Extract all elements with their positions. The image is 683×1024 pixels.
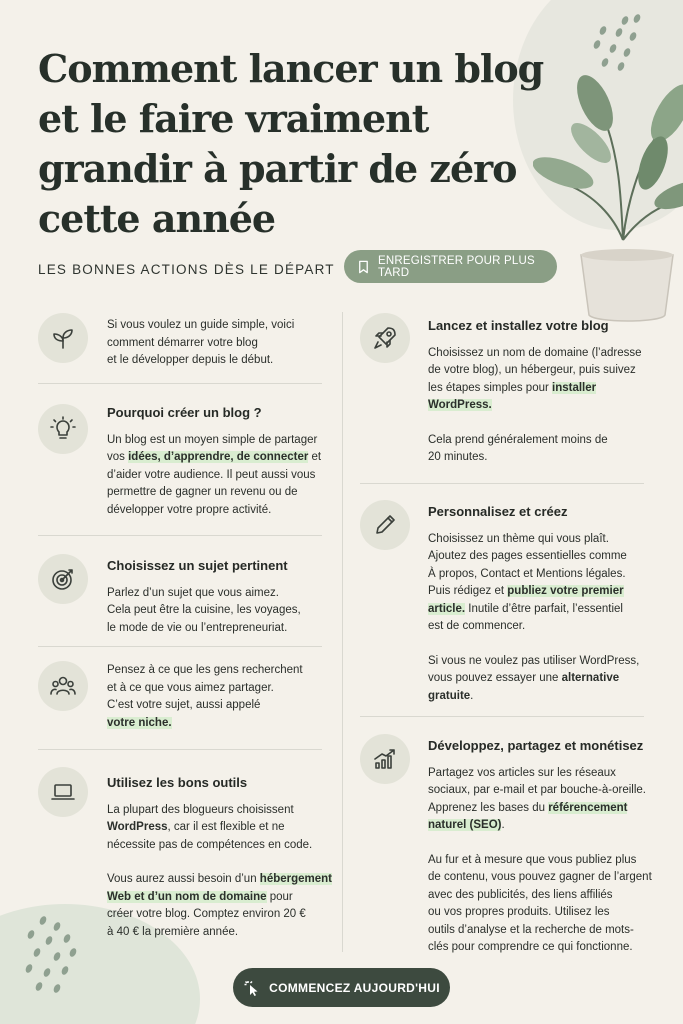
growth-chart-icon-badge: [360, 734, 410, 784]
pencil-icon-badge: [360, 500, 410, 550]
highlight: Web et d’un nom de domaine: [107, 890, 267, 903]
niche-line: C’est votre sujet, aussi appelé: [107, 699, 261, 711]
grow-line: avec des publicités, des liens affiliés: [428, 888, 613, 901]
grow-line: ou vos propres produits. Utilisez les: [428, 906, 610, 918]
tools-block: [107, 774, 332, 941]
customize-block: [428, 503, 639, 705]
customize-line: [428, 583, 639, 601]
launch-line: [428, 397, 642, 415]
lightbulb-icon-badge: [38, 404, 88, 454]
save-for-later-label: ENREGISTRER POUR PLUS TARD: [377, 254, 535, 279]
intro-block: [107, 317, 294, 370]
growth-chart-icon: [371, 745, 399, 773]
text: Apprenez les bases du: [428, 801, 549, 814]
grow-line: [428, 800, 652, 818]
grow-line: [428, 817, 652, 835]
highlight: installer: [552, 381, 597, 394]
text: .: [501, 819, 505, 831]
grow-paragraph: [428, 852, 652, 957]
highlight: naturel (SEO): [428, 819, 502, 831]
why-line: [107, 449, 321, 467]
launch-line: Cela prend généralement moins de: [428, 433, 608, 446]
bold-text: alternative: [561, 672, 620, 684]
why-blog-heading: Pourquoi créer un blog ?: [107, 405, 262, 420]
column-divider: [342, 312, 343, 952]
divider: [38, 749, 322, 750]
text: et: [308, 451, 322, 463]
target-icon: [49, 565, 77, 593]
highlight: idées, d’apprendre, de connecter: [128, 451, 309, 463]
launch-paragraph: [428, 432, 642, 467]
tools-line: [107, 819, 332, 837]
niche-line: et à ce que vous aimez partager.: [107, 681, 274, 694]
launch-line: Choisissez un nom de domaine (l’adresse: [428, 346, 642, 359]
why-line: développer votre propre activité.: [107, 503, 272, 516]
tools-line: [107, 871, 332, 889]
grow-line: de contenu, vous pouvez gagner de l’argent: [428, 871, 652, 883]
grow-heading: Développez, partagez et monétisez: [428, 738, 644, 753]
divider: [38, 383, 322, 384]
highlight: hébergement: [259, 873, 333, 885]
intro-line: comment démarrer votre blog: [107, 336, 258, 349]
highlight: WordPress.: [428, 399, 492, 411]
grow-line: clés pour comprendre ce qui fonctionne.: [428, 941, 633, 953]
target-icon-badge: [38, 554, 88, 604]
customize-paragraph: [428, 653, 639, 706]
people-icon: [49, 672, 77, 700]
cursor-click-icon: [243, 979, 261, 997]
intro-line: et le développer depuis le début.: [107, 354, 274, 366]
highlight: article.: [428, 602, 466, 615]
text: les étapes simples pour: [428, 381, 553, 394]
divider: [360, 716, 644, 717]
grow-line: sociaux, par e-mail et par bouche-à-oreille.: [428, 784, 646, 796]
tools-paragraph: [107, 802, 332, 855]
customize-line: Si vous ne voulez pas utiliser WordPress,: [428, 654, 640, 667]
launch-line: [428, 380, 642, 398]
text: Puis rédigez et: [428, 585, 508, 597]
text: pour: [266, 890, 293, 903]
page-subtitle: LES BONNES ACTIONS DÈS LE DÉPART: [38, 262, 335, 277]
grow-block: [428, 737, 652, 957]
launch-heading: Lancez et installez votre blog: [428, 318, 609, 333]
pencil-icon: [371, 511, 399, 539]
why-blog-block: [107, 404, 321, 519]
why-line: Un blog est un moyen simple de partager: [107, 433, 318, 446]
highlight: votre niche.: [107, 716, 172, 729]
launch-block: [428, 317, 642, 467]
tools-line: créer votre blog. Comptez environ 20 €: [107, 908, 306, 920]
launch-line: 20 minutes.: [428, 451, 488, 463]
tools-line: La plupart des blogueurs choisissent: [107, 803, 294, 816]
save-for-later-button[interactable]: [344, 250, 557, 283]
topic-block: [107, 557, 301, 637]
grow-paragraph: [428, 765, 652, 835]
text: vos: [107, 451, 129, 463]
customize-heading: Personnalisez et créez: [428, 504, 568, 519]
launch-paragraph: [428, 345, 642, 415]
bold-text: WordPress: [107, 821, 168, 833]
tools-line: à 40 € la première année.: [107, 925, 239, 938]
divider: [38, 646, 322, 647]
bold-text: gratuite: [428, 689, 471, 702]
text: .: [470, 689, 474, 702]
customize-paragraph: [428, 531, 639, 636]
rocket-icon-badge: [360, 313, 410, 363]
text: Vous aurez aussi besoin d’un: [107, 873, 260, 885]
divider: [360, 483, 644, 484]
audience-icon-badge: [38, 661, 88, 711]
grow-line: outils d’analyse et la recherche de mots-: [428, 923, 634, 936]
customize-line: [428, 601, 639, 619]
tools-line: nécessite pas de compétences en code.: [107, 838, 313, 851]
customize-line: [428, 670, 639, 688]
start-today-label: COMMENCEZ AUJOURD'HUI: [269, 980, 440, 995]
tools-paragraph: [107, 871, 332, 941]
grow-line: Au fur et à mesure que vous publiez plus: [428, 853, 637, 866]
topic-line: Parlez d’un sujet que vous aimez.: [107, 586, 279, 599]
why-line: d’aider votre audience. Il peut aussi vous: [107, 468, 316, 481]
laptop-icon-badge: [38, 767, 88, 817]
topic-line: le mode de vie ou l’entrepreneuriat.: [107, 621, 288, 634]
bookmark-icon: [356, 259, 371, 275]
text: vous pouvez essayer une: [428, 672, 562, 684]
sprout-icon-badge: [38, 313, 88, 363]
customize-line: est de commencer.: [428, 620, 526, 632]
lightbulb-icon: [49, 415, 77, 443]
topic-line: Cela peut être la cuisine, les voyages,: [107, 604, 301, 616]
rocket-icon: [371, 324, 399, 352]
text: , car il est flexible et ne: [167, 821, 285, 833]
text: Inutile d’être parfait, l’essentiel: [465, 602, 623, 615]
tools-line: [107, 889, 332, 907]
start-today-button[interactable]: [233, 968, 450, 1007]
intro-line: Si vous voulez un guide simple, voici: [107, 319, 295, 331]
topic-heading: Choisissez un sujet pertinent: [107, 558, 288, 573]
why-line: permettre de gagner un revenu ou de: [107, 486, 298, 498]
niche-line: Pensez à ce que les gens recherchent: [107, 664, 303, 676]
launch-line: de votre blog), un hébergeur, puis suivez: [428, 364, 636, 376]
divider: [38, 535, 322, 536]
customize-line: Ajoutez des pages essentielles comme: [428, 550, 627, 562]
highlight: publiez votre premier: [507, 585, 624, 597]
customize-line: À propos, Contact et Mentions légales.: [428, 567, 626, 580]
page-title: Comment lancer un blog et le faire vraiment grandir à partir de zéro cette année: [38, 46, 544, 241]
niche-line: [107, 715, 303, 733]
customize-line: Choisissez un thème qui vous plaît.: [428, 532, 609, 545]
grow-line: Partagez vos articles sur les réseaux: [428, 766, 616, 779]
customize-line: [428, 688, 639, 706]
laptop-icon: [49, 778, 77, 806]
tools-heading: Utilisez les bons outils: [107, 775, 248, 790]
sprout-icon: [49, 324, 77, 352]
niche-block: [107, 662, 303, 732]
highlight: référencement: [548, 801, 628, 814]
